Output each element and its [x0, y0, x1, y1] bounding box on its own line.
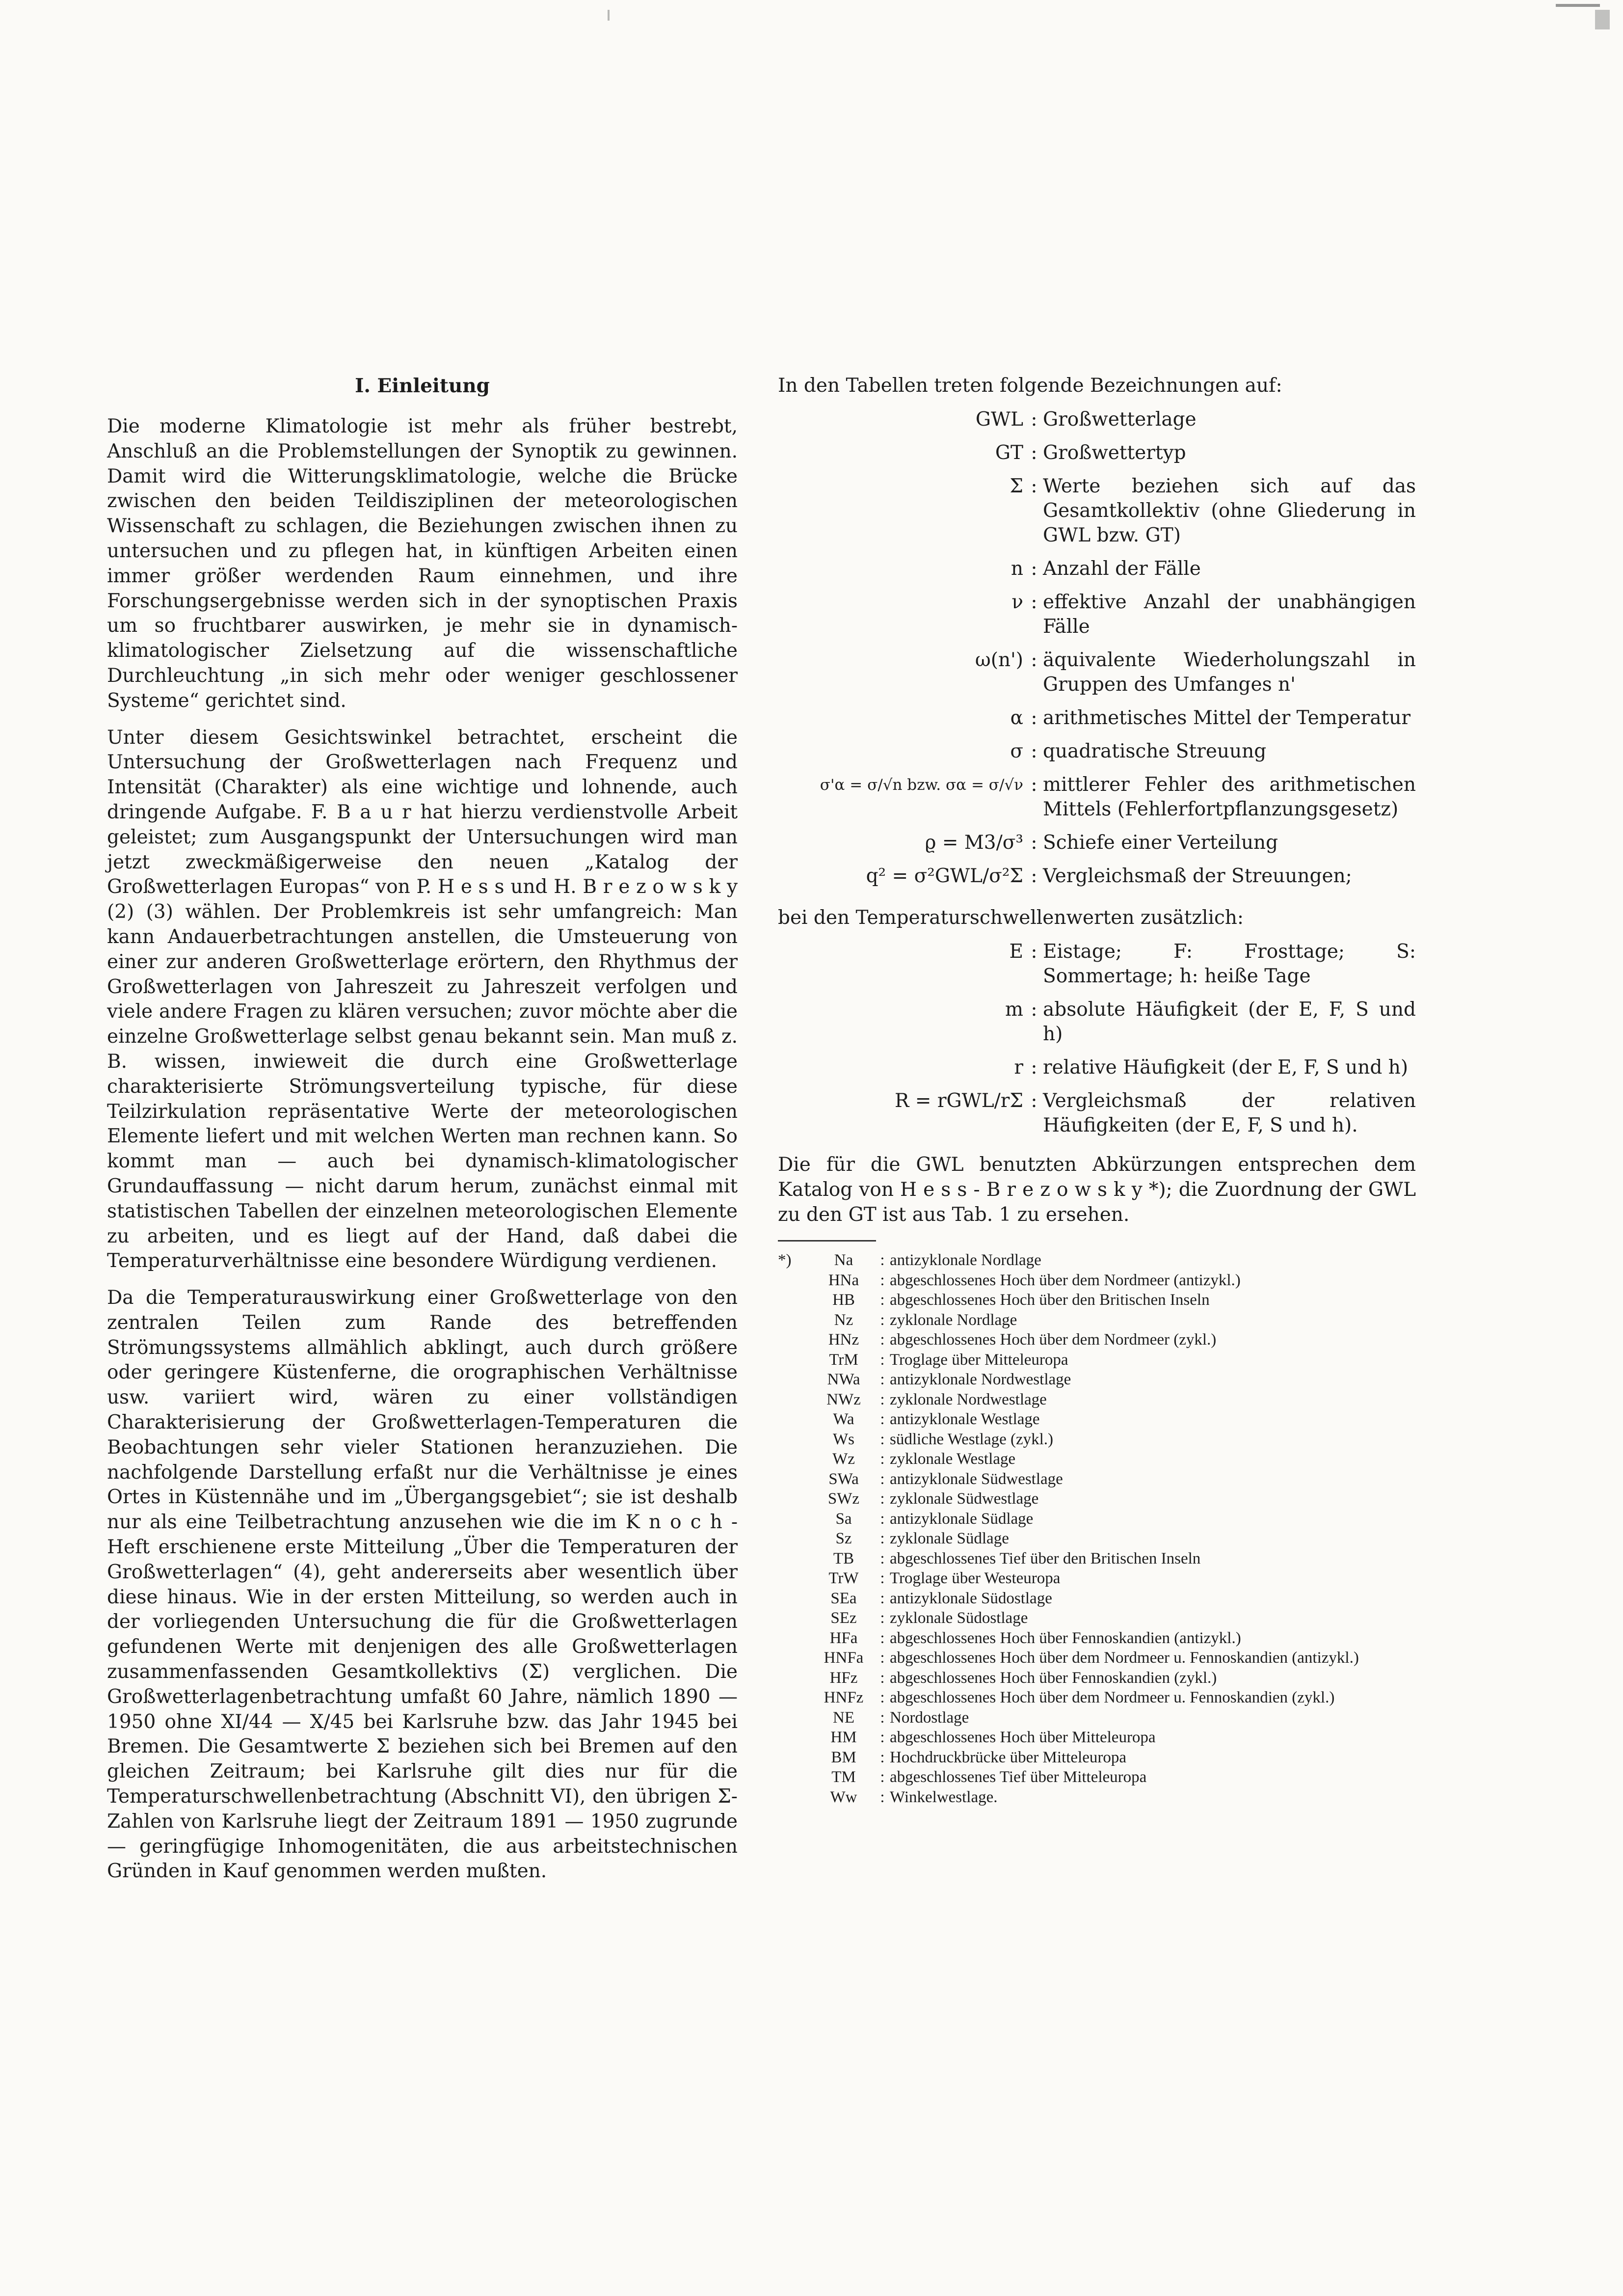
footnote-colon: :: [880, 1788, 885, 1806]
definition-colon: :: [1031, 707, 1038, 729]
footnote-row: [778, 1469, 1416, 1489]
footnote-row: [778, 1390, 1416, 1410]
definition-colon: :: [1031, 832, 1038, 854]
definition-row: [778, 648, 1416, 697]
footnote-abbr: NE: [833, 1708, 854, 1727]
definition-colon: :: [1031, 1056, 1038, 1079]
definition-row: [778, 407, 1416, 432]
paragraph-perspective: Unter diesem Gesichtswinkel betrachtet, erscheint die Untersuchung der Großwetterlagen nach Frequenz und Intensität (Charakter) als eine wichtige und lohnende, auch dringende Aufgabe. F. B a u r hat hierzu verdienstvolle Arbeit geleistet; zum Ausgangspunkt der Untersuchungen wird man jetzt zweckmäßigerweise den neuen „Katalog der Großwetterlagen Europas“ von P. H e s s und H. B r e z o w s k y (2) (3) wählen. Der Problemkreis ist sehr umfangreich: Man kann Andauerbetrachtungen anstellen, die Umsteuerung von einer zur anderen Großwetterlage erörtern, den Rhythmus der Großwetterlagen von Jahreszeit zu Jahreszeit verfolgen und viele andere Fragen zu klären versuchen; zuvor möchte aber die einzelne Großwetterlage selbst genau bekannt sein. Man muß z. B. wissen, inwieweit die durch eine Großwetterlage charakterisierte Strömungsverteilung typische, für diese Teilzirkulation repräsentative Werte der meteorologischen Elemente liefert und mit welchen Werten man rechnen kann. So kommt man — auch bei dynamisch-klimatologischer Grundauffassung — nicht darum herum, zunächst einmal mit statistischen Tabellen der einzelnen meteorologischen Elemente zu arbeiten, und es liegt auf der Hand, daß dabei die Temperaturverhältnisse eine besondere Würdigung verdienen.: [107, 726, 738, 1272]
definition-symbol: ϱ = M3/σ³: [925, 832, 1023, 854]
definition-text: quadratische Streuung: [1043, 740, 1267, 762]
definition-text: Schiefe einer Verteilung: [1043, 832, 1278, 854]
footnote-colon: :: [880, 1768, 885, 1786]
footnote-text: abgeschlossenes Hoch über Mitteleuropa: [890, 1729, 1156, 1747]
footnote-row: [778, 1350, 1416, 1370]
footnote-abbr: SWa: [828, 1470, 859, 1488]
footnote-text: zyklonale Nordwestlage: [890, 1390, 1047, 1408]
footnote-colon: :: [880, 1251, 885, 1270]
footnote-text: Nordostlage: [890, 1708, 969, 1727]
footnote-colon: :: [880, 1390, 885, 1408]
footnote-abbr: HFz: [829, 1669, 858, 1687]
footnote-text: abgeschlossenes Hoch über Fennoskandien (antizykl.): [890, 1629, 1241, 1647]
definition-text: arithmetisches Mittel der Temperatur: [1043, 707, 1411, 729]
definition-colon: :: [1031, 649, 1038, 671]
footnote-colon: :: [880, 1331, 885, 1349]
footnote-colon: :: [880, 1669, 885, 1687]
footnote-text: südliche Westlage (zykl.): [890, 1430, 1054, 1448]
footnote-abbr: HM: [830, 1729, 857, 1747]
threshold-definition-row: [778, 998, 1416, 1047]
threshold-text: absolute Häufigkeit (der E, F, S und h): [1043, 999, 1416, 1045]
definition-row: [778, 773, 1416, 822]
footnote-row: [778, 1688, 1416, 1708]
definition-colon: :: [1031, 941, 1038, 963]
footnote-text: antizyklonale Nordlage: [890, 1251, 1041, 1270]
footnote-colon: :: [880, 1430, 885, 1448]
definition-colon: :: [1031, 999, 1038, 1021]
footnote-text: abgeschlossenes Hoch über dem Nordmeer u. Fennoskandien (antizykl.): [890, 1649, 1359, 1667]
footnote-colon: :: [880, 1629, 885, 1647]
footnote-row: [778, 1489, 1416, 1509]
footnote-abbr: Sz: [835, 1530, 852, 1548]
footnote-row: [778, 1708, 1416, 1728]
paragraph-intro: Die moderne Klimatologie ist mehr als früher bestrebt, Anschluß an die Problemstellungen der Synoptik zu gewinnen. Damit wird die Witterungsklimatologie, welche die Brücke zwischen den beiden Teildisziplinen der meteorologischen Wissenschaft zu schlagen, die Beziehungen zwischen ihnen zu untersuchen und zu pflegen hat, in künftigen Arbeiten einen immer größer werdenden Raum einnehmen, und ihre Forschungsergebnisse werden sich in der synoptischen Praxis um so fruchtbarer auswirken, je mehr sie in dynamisch-klimatologischer Zielsetzung auf die wissenschaftliche Durchleuchtung „in sich mehr oder weniger geschlossener Systeme“ gerichtet sind.: [107, 415, 738, 712]
footnote-colon: :: [880, 1291, 885, 1309]
definition-symbol: GT: [995, 442, 1023, 464]
footnote-colon: :: [880, 1729, 885, 1747]
footnote-colon: :: [880, 1569, 885, 1588]
footnote-abbr: HNa: [828, 1271, 859, 1289]
footnote-colon: :: [880, 1708, 885, 1727]
footnote-row: [778, 1449, 1416, 1469]
footnote-row: [778, 1728, 1416, 1748]
definition-text: Werte beziehen sich auf das Gesamtkollektiv (ohne Gliederung in GWL bzw. GT): [1043, 475, 1416, 546]
definition-row: [778, 590, 1416, 639]
definition-symbol: Σ: [1010, 475, 1023, 497]
footnote-row: [778, 1370, 1416, 1390]
definition-row: [778, 557, 1416, 581]
footnote-text: zyklonale Nordlage: [890, 1311, 1017, 1329]
threshold-intro: bei den Temperaturschwellenwerten zusätzlich:: [778, 907, 1244, 929]
footnote-text: antizyklonale Westlage: [890, 1410, 1040, 1429]
footnote-colon: :: [880, 1490, 885, 1508]
footnote-text: Troglage über Westeuropa: [890, 1569, 1061, 1588]
footnote-colon: :: [880, 1549, 885, 1567]
definition-text: Anzahl der Fälle: [1043, 558, 1201, 580]
footnote-text: Troglage über Mitteleuropa: [890, 1351, 1068, 1369]
footnote-abbr: Sa: [835, 1510, 852, 1528]
footnote-abbr: BM: [831, 1748, 856, 1766]
footnote-row: [778, 1270, 1416, 1291]
definition-symbol: ν: [1011, 591, 1023, 613]
footnote-row: [778, 1250, 1416, 1270]
footnote-row: [778, 1568, 1416, 1589]
definition-row: [778, 864, 1416, 889]
footnote-abbr: Ww: [830, 1788, 857, 1806]
threshold-symbol: E: [1009, 941, 1023, 963]
definition-symbol: ω(n'): [975, 649, 1023, 671]
footnote-text: Winkelwestlage.: [890, 1788, 998, 1806]
footnote-colon: :: [880, 1450, 885, 1468]
definition-row: [778, 441, 1416, 465]
definition-symbol: α: [1010, 707, 1023, 729]
footnote-marker: *): [778, 1251, 792, 1270]
footnote-abbr: SEz: [830, 1609, 857, 1627]
threshold-definition-row: [778, 940, 1416, 989]
footnote-row: [778, 1767, 1416, 1787]
footnote-row: [778, 1430, 1416, 1450]
footnote-colon: :: [880, 1530, 885, 1548]
footnote-text: zyklonale Westlage: [890, 1450, 1016, 1468]
footnote-text: abgeschlossenes Hoch über den Britischen Inseln: [890, 1291, 1210, 1309]
footnote-abbr: TM: [831, 1768, 856, 1786]
definition-row: [778, 739, 1416, 764]
footnote-colon: :: [880, 1371, 885, 1389]
definition-symbol: σ'α = σ/√n bzw. σα = σ/√ν: [820, 776, 1023, 794]
footnote-colon: :: [880, 1410, 885, 1429]
definition-symbol: σ: [1010, 740, 1023, 762]
closing-paragraph: Die für die GWL benutzten Abkürzungen entsprechen dem Katalog von H e s s - B r e z o w s k y *); die Zuordnung der GWL zu den GT ist aus Tab. 1 zu ersehen.: [778, 1154, 1416, 1226]
footnote-text: abgeschlossenes Tief über Mitteleuropa: [890, 1768, 1147, 1786]
footnote-text: antizyklonale Südlage: [890, 1510, 1034, 1528]
definition-colon: :: [1031, 774, 1038, 796]
footnote-text: antizyklonale Nordwestlage: [890, 1371, 1071, 1389]
footnote-row: [778, 1589, 1416, 1609]
threshold-definition-list: [778, 940, 1416, 1138]
footnote-colon: :: [880, 1510, 885, 1528]
footnote-colon: :: [880, 1748, 885, 1766]
definition-text: effektive Anzahl der unabhängigen Fälle: [1043, 591, 1416, 638]
definition-row: [778, 474, 1416, 548]
definition-colon: :: [1031, 740, 1038, 762]
footnote-text: abgeschlossenes Hoch über dem Nordmeer (antizykl.): [890, 1271, 1241, 1289]
footnote-text: zyklonale Südostlage: [890, 1609, 1028, 1627]
footnote-colon: :: [880, 1351, 885, 1369]
definition-symbol: q² = σ²GWL/σ²Σ: [866, 865, 1023, 887]
definition-colon: :: [1031, 865, 1038, 887]
footnote-abbr: NWa: [827, 1371, 860, 1389]
footnote-abbr: TB: [833, 1549, 854, 1567]
definition-row: [778, 831, 1416, 855]
notation-intro: In den Tabellen treten folgende Bezeichnungen auf:: [778, 375, 1282, 397]
footnote-colon: :: [880, 1649, 885, 1667]
threshold-symbol: r: [1014, 1056, 1023, 1079]
footnote-row: [778, 1608, 1416, 1628]
footnote-text: zyklonale Südwestlage: [890, 1490, 1039, 1508]
footnote-text: abgeschlossenes Hoch über dem Nordmeer (zykl.): [890, 1331, 1217, 1349]
definition-text: Großwettertyp: [1043, 442, 1186, 464]
footnote-abbr: HNFz: [824, 1689, 864, 1707]
footnote-abbr: Wz: [832, 1450, 855, 1468]
definition-colon: :: [1031, 475, 1038, 497]
footnote-row: [778, 1509, 1416, 1529]
footnote-row: [778, 1290, 1416, 1310]
footnote-abbr: NWz: [826, 1390, 861, 1408]
footnote-colon: :: [880, 1271, 885, 1289]
threshold-text: relative Häufigkeit (der E, F, S und h): [1043, 1056, 1409, 1079]
footnote-text: antizyklonale Südwestlage: [890, 1470, 1063, 1488]
footnote-row: [778, 1668, 1416, 1688]
definition-row: [778, 706, 1416, 730]
footnote-list: [778, 1250, 1416, 1807]
footnote-text: zyklonale Südlage: [890, 1530, 1009, 1548]
footnote-colon: :: [880, 1589, 885, 1607]
footnote-abbr: Nz: [834, 1311, 853, 1329]
right-column: [778, 373, 1416, 1807]
footnote-row: [778, 1648, 1416, 1668]
footnote-abbr: HNFa: [824, 1649, 864, 1667]
footnote-row: [778, 1310, 1416, 1330]
footnote-row: [778, 1748, 1416, 1768]
scan-speck: [608, 10, 610, 21]
footnote-abbr: TrW: [828, 1569, 859, 1588]
footnote-row: [778, 1628, 1416, 1648]
footnote-abbr: TrM: [829, 1351, 858, 1369]
threshold-text: Vergleichsmaß der relativen Häufigkeiten (der E, F, S und h).: [1043, 1090, 1416, 1136]
footnote-abbr: Ws: [833, 1430, 854, 1448]
footnote-divider: [778, 1240, 876, 1242]
definition-list: [778, 407, 1416, 889]
definition-symbol: GWL: [975, 408, 1023, 431]
definition-colon: :: [1031, 591, 1038, 613]
footnote-text: abgeschlossenes Hoch über Fennoskandien (zykl.): [890, 1669, 1217, 1687]
section-heading: I. Einleitung: [355, 375, 490, 397]
scan-speck: [1595, 10, 1610, 29]
definition-text: Vergleichsmaß der Streuungen;: [1043, 865, 1352, 887]
definition-colon: :: [1031, 1090, 1038, 1112]
footnote-abbr: Wa: [833, 1410, 854, 1429]
definition-symbol: n: [1011, 558, 1023, 580]
threshold-definition-row: [778, 1089, 1416, 1138]
left-column: [107, 373, 738, 1896]
footnote-row: [778, 1330, 1416, 1350]
footnote-row: [778, 1549, 1416, 1569]
footnote-text: Hochdruckbrücke über Mitteleuropa: [890, 1748, 1126, 1766]
footnote-colon: :: [880, 1311, 885, 1329]
footnote-abbr: HFa: [829, 1629, 858, 1647]
definition-text: äquivalente Wiederholungszahl in Gruppen des Umfanges n': [1043, 649, 1416, 696]
footnote-abbr: HB: [832, 1291, 855, 1309]
definition-colon: :: [1031, 408, 1038, 431]
threshold-definition-row: [778, 1055, 1416, 1080]
scan-speck: [1556, 4, 1600, 7]
footnote-row: [778, 1787, 1416, 1808]
definition-text: mittlerer Fehler des arithmetischen Mittels (Fehlerfortpflanzungsgesetz): [1043, 774, 1416, 820]
footnote-colon: :: [880, 1609, 885, 1627]
footnote-abbr: Na: [834, 1251, 853, 1270]
footnote-row: [778, 1409, 1416, 1430]
threshold-symbol: m: [1005, 999, 1023, 1021]
footnote-abbr: HNz: [828, 1331, 859, 1349]
footnote-colon: :: [880, 1470, 885, 1488]
footnote-abbr: SEa: [830, 1589, 857, 1607]
footnote-text: antizyklonale Südostlage: [890, 1589, 1052, 1607]
definition-text: Großwetterlage: [1043, 408, 1197, 431]
threshold-symbol: R = rGWL/rΣ: [895, 1090, 1023, 1112]
threshold-text: Eistage; F: Frosttage; S: Sommertage; h: heiße Tage: [1043, 941, 1416, 987]
definition-colon: :: [1031, 558, 1038, 580]
footnote-row: [778, 1529, 1416, 1549]
definition-colon: :: [1031, 442, 1038, 464]
footnote-text: abgeschlossenes Hoch über dem Nordmeer u. Fennoskandien (zykl.): [890, 1689, 1335, 1707]
footnote-abbr: SWz: [827, 1490, 860, 1508]
footnote-text: abgeschlossenes Tief über den Britischen Inseln: [890, 1549, 1201, 1567]
footnote-colon: :: [880, 1689, 885, 1707]
paragraph-temperature: Da die Temperaturauswirkung einer Großwetterlage von den zentralen Teilen zum Rande des betreffenden Strömungssystems allmählich abklingt, auch durch größere oder geringere Küstenferne, die orographischen Verhältnisse usw. variiert wird, wären zu einer vollständigen Charakterisierung der Großwetterlagen-Temperaturen die Beobachtungen sehr vieler Stationen heranzuziehen. Die nachfolgende Darstellung erfaßt nur die Verhältnisse je eines Ortes in Küstennähe und im „Übergangsgebiet“; sie ist deshalb nur als eine Teilbetrachtung anzusehen wie die im K n o c h - Heft erschienene erste Mitteilung „Über die Temperaturen der Großwetterlagen“ (4), geht andererseits aber wesentlich über diese hinaus. Wie in der ersten Mitteilung, so werden auch in der vorliegenden Untersuchung die für die Großwetterlagen gefundenen Werte mit denjenigen des alle Großwetterlagen zusammenfassenden Gesamtkollektivs (Σ) verglichen. Die Großwetterlagenbetrachtung umfaßt 60 Jahre, nämlich 1890 — 1950 ohne XI/44 — X/45 bei Karlsruhe bzw. das Jahr 1945 bei Bremen. Die Gesamtwerte Σ beziehen sich bei Bremen auf den gleichen Zeitraum; bei Karlsruhe gilt dies nur für die Temperaturschwellenbetrachtung (Abschnitt VI), den übrigen Σ-Zahlen von Karlsruhe liegt der Zeitraum 1891 — 1950 zugrunde — geringfügige Inhomogenitäten, die aus arbeitstechnischen Gründen in Kauf genommen werden mußten.: [107, 1287, 738, 1883]
